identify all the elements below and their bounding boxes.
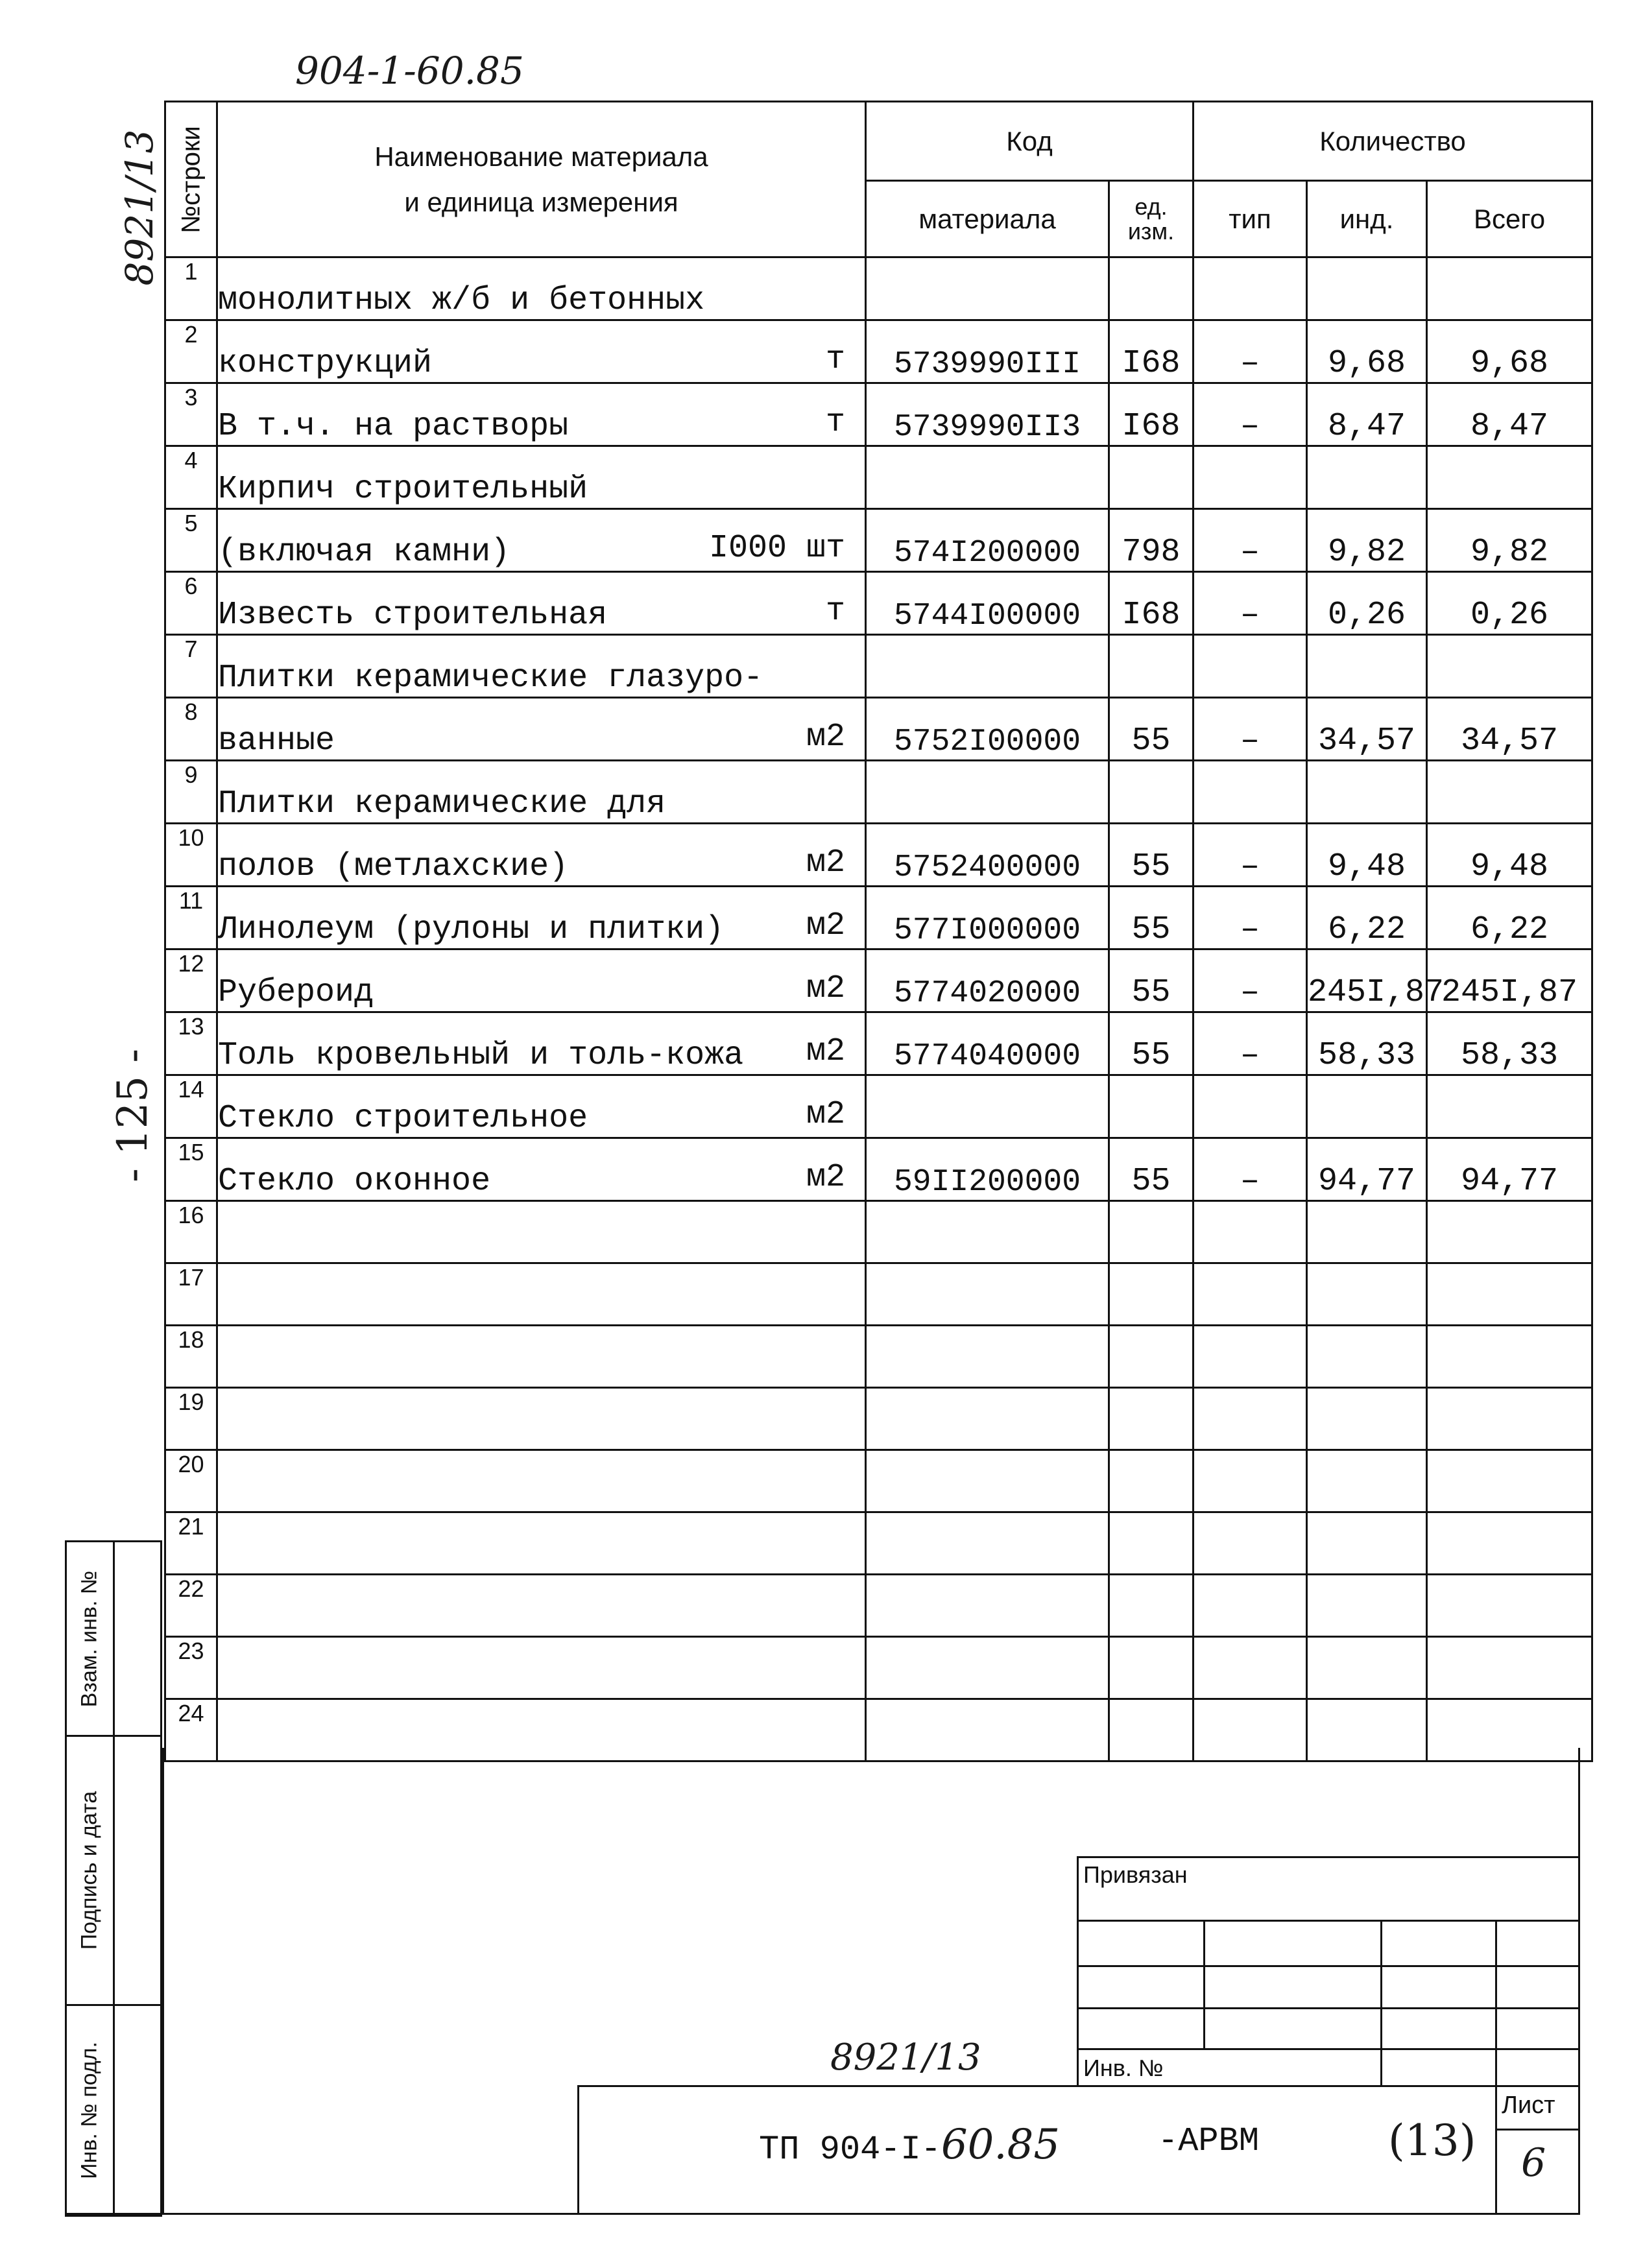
individual-value (1307, 1326, 1427, 1388)
header-code: Код (866, 102, 1194, 181)
total-value: 58,33 (1427, 1012, 1592, 1075)
type-value (1194, 1201, 1307, 1263)
individual-value (1307, 761, 1427, 824)
unit-label: т (825, 404, 845, 441)
material-name-text: Стекло строительное (218, 1100, 588, 1137)
material-name (217, 383, 866, 446)
row-number: 19 (165, 1388, 217, 1450)
individual-value: 8,47 (1307, 383, 1427, 446)
material-name-text: (включая камни) (218, 534, 510, 571)
type-value: – (1194, 824, 1307, 887)
individual-value (1307, 446, 1427, 509)
unit-label: т (825, 593, 845, 630)
material-name (217, 1075, 866, 1138)
material-name-text: ванные (218, 722, 335, 759)
type-value (1194, 1512, 1307, 1575)
table-row (165, 257, 1592, 320)
material-name (217, 1699, 866, 1761)
individual-value (1307, 1075, 1427, 1138)
material-name (217, 1012, 866, 1075)
material-code: 5744I00000 (866, 572, 1109, 635)
material-code (866, 1388, 1109, 1450)
unit-code (1109, 635, 1194, 698)
table-row (165, 1637, 1592, 1699)
material-name-text: Стекло оконное (218, 1163, 491, 1200)
material-code: 5752I00000 (866, 698, 1109, 761)
margin-signature-date: Подпись и дата (66, 1736, 114, 2005)
unit-label: I000 шт (708, 530, 845, 567)
material-code (866, 1075, 1109, 1138)
header-type: тип (1194, 181, 1307, 257)
material-code: 577I000000 (866, 887, 1109, 949)
row-number: 10 (165, 824, 217, 887)
unit-label: м2 (806, 719, 845, 756)
unit-code: 798 (1109, 509, 1194, 572)
total-value (1427, 1326, 1592, 1388)
type-value (1194, 257, 1307, 320)
individual-value: 9,68 (1307, 320, 1427, 383)
unit-code: I68 (1109, 320, 1194, 383)
individual-value: 245I,87 (1307, 949, 1427, 1012)
row-number: 20 (165, 1450, 217, 1512)
row-number: 3 (165, 383, 217, 446)
header-ind: инд. (1307, 181, 1427, 257)
sheet-label: Лист (1502, 2092, 1555, 2119)
materials-table (164, 101, 1591, 1748)
individual-value (1307, 1388, 1427, 1450)
header-total: Всего (1427, 181, 1592, 257)
total-value (1427, 1637, 1592, 1699)
material-code (866, 257, 1109, 320)
material-code: 5774020000 (866, 949, 1109, 1012)
individual-value (1307, 635, 1427, 698)
material-name (217, 1201, 866, 1263)
individual-value (1307, 1699, 1427, 1761)
table-row (165, 949, 1592, 1012)
type-value: – (1194, 509, 1307, 572)
material-code (866, 1699, 1109, 1761)
type-value (1194, 1450, 1307, 1512)
table-row (165, 698, 1592, 761)
type-value (1194, 1388, 1307, 1450)
individual-value (1307, 1450, 1427, 1512)
total-value: 34,57 (1427, 698, 1592, 761)
total-value: 9,48 (1427, 824, 1592, 887)
row-number: 18 (165, 1326, 217, 1388)
material-code (866, 1637, 1109, 1699)
page-marker: - 125 - (109, 1048, 157, 1183)
table-row (165, 761, 1592, 824)
table-row (165, 1263, 1592, 1326)
material-code: 5739990II3 (866, 383, 1109, 446)
individual-value (1307, 1263, 1427, 1326)
unit-code (1109, 257, 1194, 320)
type-value (1194, 635, 1307, 698)
type-value (1194, 1699, 1307, 1761)
row-number: 21 (165, 1512, 217, 1575)
type-value: – (1194, 949, 1307, 1012)
material-name (217, 1388, 866, 1450)
total-value: 9,68 (1427, 320, 1592, 383)
row-number: 8 (165, 698, 217, 761)
document-code: ТП 904-I-60.85 (759, 2121, 1061, 2169)
individual-value (1307, 1512, 1427, 1575)
material-name (217, 949, 866, 1012)
individual-value: 6,22 (1307, 887, 1427, 949)
row-number: 17 (165, 1263, 217, 1326)
row-number: 4 (165, 446, 217, 509)
material-name-text: монолитных ж/б и бетонных (218, 282, 705, 319)
material-code (866, 635, 1109, 698)
total-value: 94,77 (1427, 1138, 1592, 1201)
unit-code: 55 (1109, 1138, 1194, 1201)
unit-code (1109, 1075, 1194, 1138)
header-name: Наименование материала и единица измерения (217, 102, 866, 257)
header-unit: ед. изм. (1109, 181, 1194, 257)
material-code (866, 1450, 1109, 1512)
type-value (1194, 1075, 1307, 1138)
sheet-number: 6 (1521, 2140, 1546, 2186)
material-name-text: Линолеум (рулоны и плитки) (218, 911, 725, 948)
material-code (866, 761, 1109, 824)
inv-no-label: Инв. № (1083, 2055, 1164, 2081)
table-row (165, 1326, 1592, 1388)
table-row (165, 887, 1592, 949)
table-row (165, 1699, 1592, 1761)
total-value (1427, 1512, 1592, 1575)
individual-value: 9,82 (1307, 509, 1427, 572)
material-name (217, 887, 866, 949)
total-value (1427, 1263, 1592, 1326)
material-code (866, 1326, 1109, 1388)
type-value (1194, 1263, 1307, 1326)
unit-code: 55 (1109, 1012, 1194, 1075)
row-number: 22 (165, 1575, 217, 1637)
material-name-text: В т.ч. на растворы (218, 408, 569, 445)
handwritten-number: 8921/13 (830, 2036, 981, 2079)
total-value (1427, 257, 1592, 320)
unit-code (1109, 1388, 1194, 1450)
material-name-text: Плитки керамические глазуро- (218, 660, 763, 697)
material-name (217, 446, 866, 509)
material-code (866, 1512, 1109, 1575)
unit-label: м2 (806, 1096, 845, 1133)
attached-label: Привязан (1083, 1861, 1188, 1888)
table-row (165, 446, 1592, 509)
margin-inv-podl: Инв. № подл. (66, 2005, 114, 2216)
type-value: – (1194, 1138, 1307, 1201)
row-number: 11 (165, 887, 217, 949)
type-value (1194, 1326, 1307, 1388)
type-value: – (1194, 383, 1307, 446)
table-row (165, 824, 1592, 887)
individual-value: 58,33 (1307, 1012, 1427, 1075)
unit-code: 55 (1109, 887, 1194, 949)
total-value: 245I,87 (1427, 949, 1592, 1012)
header-material: материала (866, 181, 1109, 257)
margin-inv-vzam: Взам. инв. № (66, 1542, 114, 1736)
total-value (1427, 1075, 1592, 1138)
individual-value: 9,48 (1307, 824, 1427, 887)
individual-value: 94,77 (1307, 1138, 1427, 1201)
row-number: 16 (165, 1201, 217, 1263)
type-value: – (1194, 1012, 1307, 1075)
row-number: 15 (165, 1138, 217, 1201)
material-name (217, 635, 866, 698)
row-number: 14 (165, 1075, 217, 1138)
material-name-text: Кирпич строительный (218, 471, 588, 508)
individual-value (1307, 1637, 1427, 1699)
type-value (1194, 761, 1307, 824)
total-value (1427, 1201, 1592, 1263)
table-row (165, 1512, 1592, 1575)
individual-value: 34,57 (1307, 698, 1427, 761)
unit-label: м2 (806, 1033, 845, 1070)
document-suffix: -АРВМ (1158, 2122, 1260, 2160)
unit-label: т (825, 341, 845, 378)
unit-code: 55 (1109, 949, 1194, 1012)
row-number: 13 (165, 1012, 217, 1075)
material-code: 5739990III (866, 320, 1109, 383)
table-row (165, 1450, 1592, 1512)
material-name (217, 1450, 866, 1512)
unit-code (1109, 1512, 1194, 1575)
material-name (217, 824, 866, 887)
table-row (165, 1138, 1592, 1201)
total-value (1427, 1575, 1592, 1637)
material-name-text: конструкций (218, 345, 433, 382)
type-value (1194, 1637, 1307, 1699)
unit-code: I68 (1109, 572, 1194, 635)
total-value (1427, 635, 1592, 698)
unit-code (1109, 1326, 1194, 1388)
total-value: 0,26 (1427, 572, 1592, 635)
header-quantity: Количество (1194, 102, 1592, 181)
individual-value: 0,26 (1307, 572, 1427, 635)
row-number: 6 (165, 572, 217, 635)
table-row (165, 509, 1592, 572)
margin-strip (65, 1540, 162, 2215)
table-row (165, 320, 1592, 383)
unit-code (1109, 761, 1194, 824)
material-name-text: Плитки керамические для (218, 785, 666, 822)
unit-code: 55 (1109, 698, 1194, 761)
table-row (165, 572, 1592, 635)
table-row (165, 1575, 1592, 1637)
table-row (165, 1075, 1592, 1138)
unit-code (1109, 1699, 1194, 1761)
unit-code (1109, 446, 1194, 509)
type-value: – (1194, 320, 1307, 383)
unit-label: м2 (806, 907, 845, 944)
unit-code (1109, 1263, 1194, 1326)
material-name (217, 698, 866, 761)
material-code: 5774040000 (866, 1012, 1109, 1075)
total-value (1427, 446, 1592, 509)
side-annotation: 8921/13 (117, 129, 162, 286)
unit-label: м2 (806, 844, 845, 881)
row-number: 2 (165, 320, 217, 383)
material-code (866, 1263, 1109, 1326)
row-number: 12 (165, 949, 217, 1012)
material-name-text: Известь строительная (218, 597, 608, 634)
material-name (217, 1326, 866, 1388)
table-row (165, 383, 1592, 446)
material-name (217, 1637, 866, 1699)
table-row (165, 1388, 1592, 1450)
row-number: 5 (165, 509, 217, 572)
material-code: 59II200000 (866, 1138, 1109, 1201)
type-value: – (1194, 698, 1307, 761)
material-name-text: полов (метлахские) (218, 848, 569, 885)
total-value (1427, 761, 1592, 824)
total-value (1427, 1699, 1592, 1761)
material-name (217, 320, 866, 383)
row-number: 7 (165, 635, 217, 698)
material-name (217, 1263, 866, 1326)
unit-label: м2 (806, 1159, 845, 1196)
material-name (217, 257, 866, 320)
row-number: 1 (165, 257, 217, 320)
row-number: 9 (165, 761, 217, 824)
material-name (217, 572, 866, 635)
material-code (866, 1575, 1109, 1637)
material-name-text: Рубероид (218, 974, 374, 1011)
type-value: – (1194, 572, 1307, 635)
unit-code (1109, 1450, 1194, 1512)
material-code (866, 446, 1109, 509)
type-value (1194, 446, 1307, 509)
individual-value (1307, 1575, 1427, 1637)
unit-label: м2 (806, 970, 845, 1007)
material-name (217, 1575, 866, 1637)
type-value: – (1194, 887, 1307, 949)
material-name (217, 761, 866, 824)
type-value (1194, 1575, 1307, 1637)
material-name (217, 509, 866, 572)
unit-code (1109, 1201, 1194, 1263)
material-code (866, 1201, 1109, 1263)
unit-code (1109, 1575, 1194, 1637)
top-annotation: 904-1-60.85 (295, 49, 524, 93)
unit-code (1109, 1637, 1194, 1699)
individual-value (1307, 257, 1427, 320)
header-row-number: №строки (165, 102, 217, 257)
material-name-text: Толь кровельный и толь-кожа (218, 1037, 744, 1074)
table-row (165, 635, 1592, 698)
material-code: 5752400000 (866, 824, 1109, 887)
material-name (217, 1138, 866, 1201)
row-number: 23 (165, 1637, 217, 1699)
material-code: 574I200000 (866, 509, 1109, 572)
unit-code: 55 (1109, 824, 1194, 887)
unit-code: I68 (1109, 383, 1194, 446)
table-row (165, 1012, 1592, 1075)
total-value (1427, 1450, 1592, 1512)
individual-value (1307, 1201, 1427, 1263)
row-number: 24 (165, 1699, 217, 1761)
sheet-count: (13) (1388, 2116, 1476, 2166)
total-value (1427, 1388, 1592, 1450)
material-name (217, 1512, 866, 1575)
table-row (165, 1201, 1592, 1263)
total-value: 8,47 (1427, 383, 1592, 446)
total-value: 6,22 (1427, 887, 1592, 949)
total-value: 9,82 (1427, 509, 1592, 572)
